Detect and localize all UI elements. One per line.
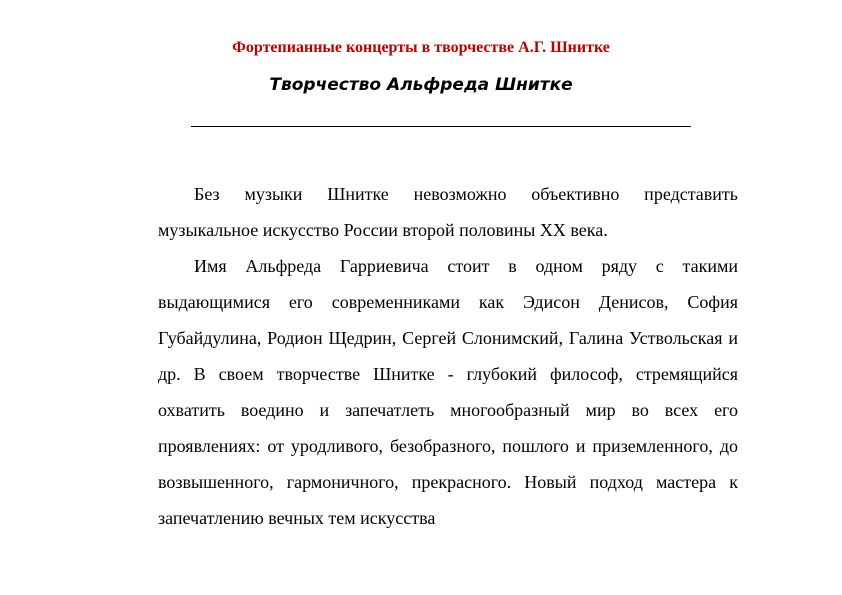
paragraph-2: Имя Альфреда Гарриевича стоит в одном ряду с такими выдающимися его современниками как Эдисон Денисов, София Губайдулина, Родион Щедрин, Сергей Слонимский, Галина Уствольская и др. В своем творчестве Шнитке - глубокий философ, стремящийся охватить воедино и запечатлеть многообразный мир во всех его проявлениях: от уродливого, безобразного, пошлого и приземленного, до возвышенного, гармоничного, прекрасного. Новый подход мастера к запечатлению вечных тем искусства (158, 256, 738, 528)
document-body (158, 176, 738, 536)
title-divider (191, 126, 691, 127)
document-subtitle: Творчество Альфреда Шнитке (269, 75, 573, 95)
document-header-title: Фортепианные концерты в творчестве А.Г. Шнитке (232, 39, 610, 56)
paragraph-1: Без музыки Шнитке невозможно объективно представить музыкальное искусство России второй половины XX века. (158, 184, 738, 240)
